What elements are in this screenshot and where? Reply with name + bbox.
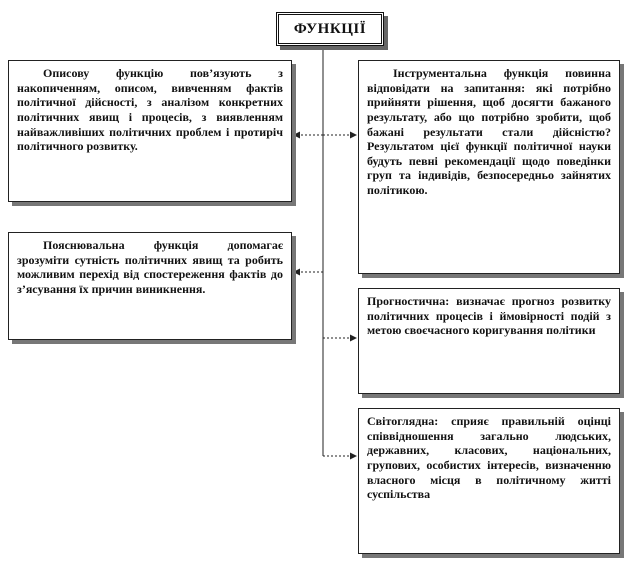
function-name: Світоглядна: xyxy=(367,414,439,428)
function-name: Описову функцію xyxy=(43,66,164,80)
function-text: пов’язують з накопиченням, описом, вивченням фактів політичної дійсності, з аналізом конкретних політичних явищ і процесів, з виявленням найважливіших політичних проблем і протиріч політичного розвитку. xyxy=(17,66,283,154)
function-box-worldview xyxy=(358,408,620,554)
diagram-title: ФУНКЦІЇ xyxy=(293,20,367,37)
diagram-title-box xyxy=(276,12,384,46)
function-text: сприяє правильній оцінці співвідношення загально людських, державних, класових, національних, групових, особистих інтересів, визначенню власного місця в політичному житті суспільства xyxy=(367,414,612,502)
function-box-instrumental xyxy=(358,60,620,274)
function-text: визначає прогноз розвитку політичних процесів і ймовірності подій з метою своєчасного коригування політики xyxy=(367,294,611,338)
function-box-prognostic xyxy=(358,288,620,394)
function-name: Інструментальна функція xyxy=(393,66,549,80)
function-text: допомагає зрозуміти сутність політичних явищ та робить можливим перехід від спостереження фактів до з’ясування їх причин виникнення. xyxy=(17,238,283,296)
function-text: повинна відповідати на запитання: які потрібно прийняти рішення, щоб досягти бажаного результату, або що потрібно зробити, щоб бажані результати стали дійсністю? Результатом цієї функції політичної науки будуть певні рекомендації щодо поведінки груп та індивідів, безпосередньо зайнятих політикою. xyxy=(367,66,611,197)
function-name: Пояснювальна функція xyxy=(43,238,199,252)
function-name: Прогностична: xyxy=(367,294,450,308)
function-box-descriptive xyxy=(8,60,292,202)
function-box-explanatory xyxy=(8,232,292,340)
